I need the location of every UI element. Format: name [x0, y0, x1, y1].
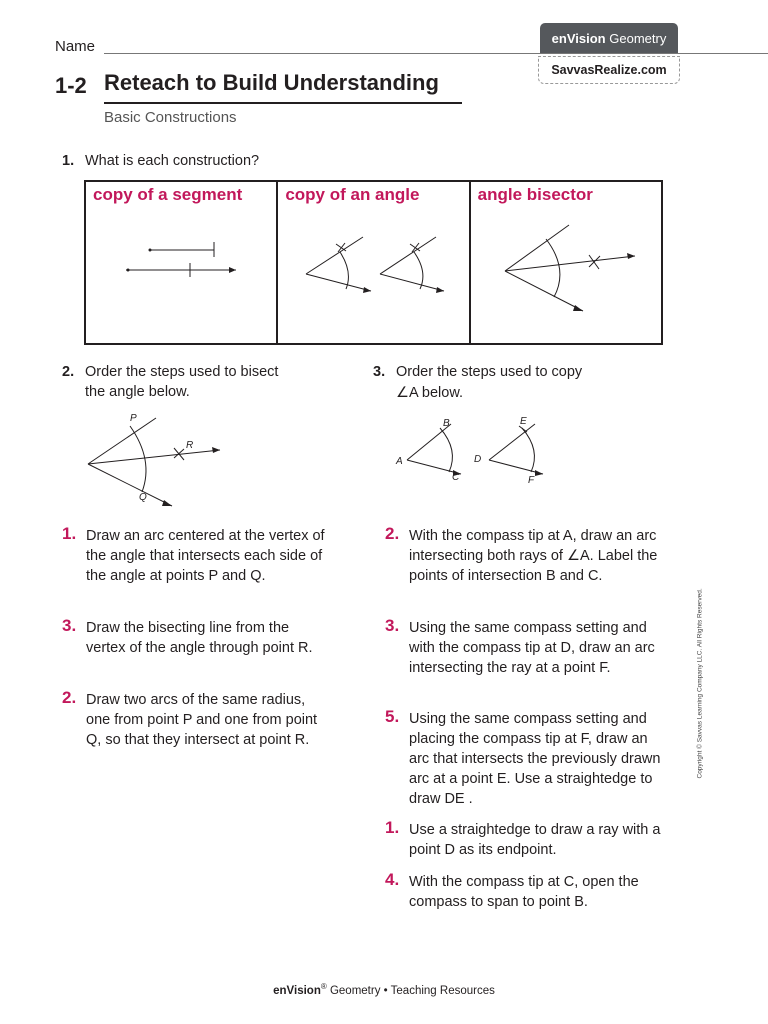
- q2-angle-figure: [80, 408, 230, 508]
- q1-text: What is each construction?: [85, 153, 260, 169]
- step-text: Draw the bisecting line from the vertex of the angle through point R.: [86, 620, 313, 656]
- copyright-notice: Copyright © Savvas Learning Company LLC. All Rights Reserved.: [696, 588, 704, 779]
- q2-text-line2: the angle below.: [85, 384, 190, 400]
- brand-prefix: enVision: [551, 30, 606, 46]
- label-e: E: [520, 416, 527, 427]
- step-order: 5.: [385, 707, 400, 726]
- footer-brand: enVision: [273, 984, 321, 997]
- label-f: F: [528, 475, 535, 486]
- step-order: 1.: [62, 524, 77, 543]
- q3-angle-figure: [395, 410, 555, 490]
- copy-segment-figure: [86, 217, 276, 347]
- step-text: Draw an arc centered at the vertex of the angle that intersects each side of the angle at points P and Q.: [86, 528, 325, 584]
- step-text: Use a straightedge to draw a ray with a point D as its endpoint.: [409, 822, 661, 858]
- column-heading-angle-bisector: angle bisector: [477, 185, 593, 204]
- step-order: 1.: [385, 818, 400, 837]
- label-c: C: [452, 472, 460, 483]
- q2-number: 2.: [62, 364, 75, 380]
- brand-suffix: Geometry: [609, 30, 667, 46]
- angle-bisector-figure: [471, 217, 661, 347]
- lesson-number: 1-2: [55, 73, 87, 98]
- brand-logo: [540, 23, 678, 53]
- construction-table: [84, 180, 663, 345]
- footer-registered: ®: [320, 982, 327, 991]
- q2-text-line1: Order the steps used to bisect: [85, 364, 279, 380]
- label-r: R: [186, 440, 194, 451]
- step-text: With the compass tip at A, draw an arc intersecting both rays of ∠A. Label the points of intersection B and C.: [409, 528, 658, 584]
- cell-angle-bisector: [470, 181, 662, 344]
- footer: [0, 982, 768, 997]
- cell-copy-angle: [277, 181, 469, 344]
- step-text: Using the same compass setting and with the compass tip at D, draw an arc intersecting the ray at a point F.: [409, 620, 655, 676]
- column-heading-copy-segment: copy of a segment: [93, 185, 243, 204]
- step-text: Using the same compass setting and placing the compass tip at F, draw an arc that intersects the previously drawn arc at a point E. Use a straightedge to draw DE .: [409, 711, 661, 807]
- name-line[interactable]: [104, 53, 768, 54]
- q3-text-line1: Order the steps used to copy: [396, 364, 583, 380]
- step-text: With the compass tip at C, open the compass to span to point B.: [409, 874, 639, 910]
- title-underline: [104, 102, 462, 104]
- step-text: Draw two arcs of the same radius, one from point P and one from point Q, so that they intersect at point R.: [86, 692, 318, 748]
- column-heading-copy-angle: copy of an angle: [285, 185, 420, 204]
- label-a: A: [396, 456, 403, 467]
- q1-number: 1.: [62, 153, 75, 169]
- label-d: D: [474, 454, 482, 465]
- site-link[interactable]: SavvasRealize.com: [538, 56, 680, 84]
- label-q: Q: [139, 492, 147, 503]
- lesson-title: Reteach to Build Understanding: [104, 70, 439, 95]
- step-order: 4.: [385, 870, 400, 889]
- step-order: 2.: [385, 524, 400, 543]
- footer-text: Geometry • Teaching Resources: [326, 984, 495, 997]
- step-order: 3.: [62, 616, 77, 635]
- step-order: 3.: [385, 616, 400, 635]
- lesson-subtitle: Basic Constructions: [104, 109, 237, 126]
- label-p: P: [130, 413, 137, 424]
- name-label: Name: [55, 38, 96, 55]
- copy-angle-figure: [278, 217, 468, 347]
- step-order: 2.: [62, 688, 77, 707]
- label-b: B: [443, 418, 450, 429]
- cell-copy-segment: [85, 181, 277, 344]
- q3-number: 3.: [373, 364, 386, 380]
- q3-text-line2: ∠A below.: [396, 385, 464, 401]
